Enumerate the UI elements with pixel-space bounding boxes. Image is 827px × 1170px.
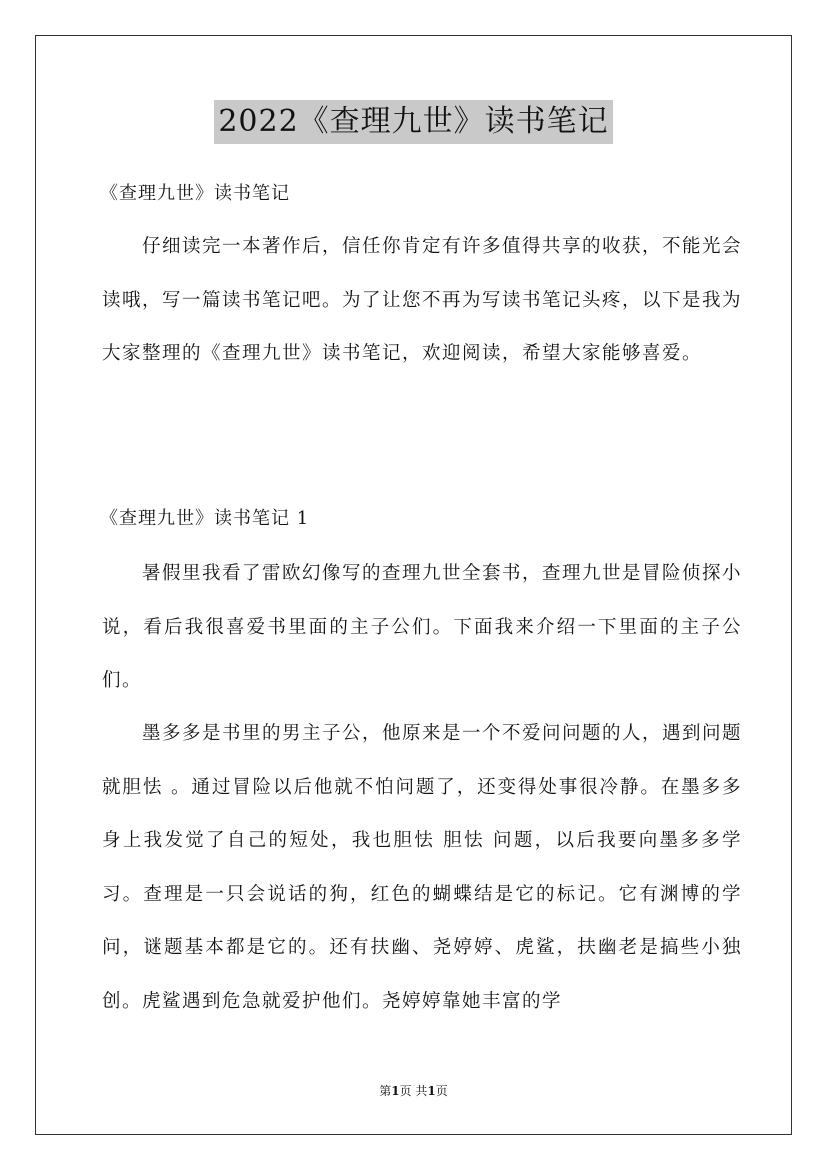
footer-page-total: 1 [427, 1084, 436, 1098]
page-footer [0, 1083, 827, 1099]
document-subtitle: 《查理九世》读书笔记 [100, 183, 290, 204]
body-paragraph: 墨多多是书里的男主子公，他原来是一个不爱问问题的人，遇到问题就胆怯 。通过冒险以后他就不怕问题了，还变得处事很冷静。在墨多多身上我发觉了自己的短处，我也胆怯 胆怯 问题，以后我要向墨多多学习。查理是一只会说话的狗，红色的蝴蝶结是它的标记。它有渊博的学问，谜题基本都是它的。还有扶幽、尧婷婷、虎鲨，扶幽老是搞些小独创。虎鲨遇到危急就爱护他们。尧婷婷靠她丰富的学 [102, 723, 743, 1012]
document-title [0, 100, 827, 144]
footer-prefix: 第 [379, 1084, 392, 1098]
document-title-text: 2022《查理九世》读书笔记 [214, 100, 612, 144]
body-paragraph: 暑假里我看了雷欧幻像写的查理九世全套书，查理九世是冒险侦探小说，看后我很喜爱书里面的主子公们。下面我来介绍一下里面的主子公们。 [102, 563, 743, 692]
section-heading: 《查理九世》读书笔记 1 [100, 508, 310, 529]
footer-page-number: 1 [391, 1084, 400, 1098]
footer-suffix: 页 [435, 1084, 448, 1098]
footer-mid: 页 共 [399, 1084, 428, 1098]
intro-paragraph: 仔细读完一本著作后，信任你肯定有许多值得共享的收获，不能光会读哦，写一篇读书笔记吧。为了让您不再为写读书笔记头疼，以下是我为大家整理的《查理九世》读书笔记，欢迎阅读，希望大家能够喜爱。 [102, 236, 743, 365]
